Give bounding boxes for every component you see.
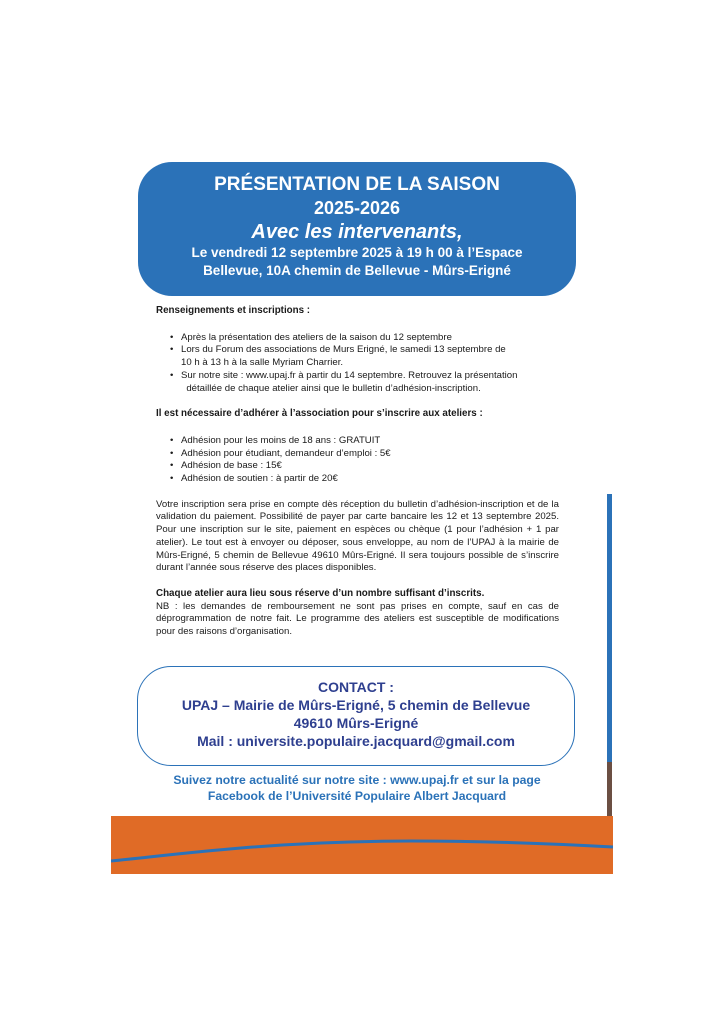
contact-email: Mail : universite.populaire.jacquard@gmail.com — [197, 733, 515, 749]
banner-title: PRÉSENTATION DE LA SAISON — [214, 174, 500, 195]
registration-paragraph: Votre inscription sera prise en compte dès réception du bulletin d’adhésion-inscription et de la validation du paiement. Possibilité de payer par carte bancaire les 12 et 13 septembre 2025. Pour une inscription sur le site, paiement en espèces ou chèque (1 pour l’adhésion + 1 par atelier). Le tout est à envoyer ou déposer, sous enveloppe, au nom de l’UPAJ à la mairie de Mûrs-Erigné, 5 chemin de Bellevue 49610 Mûrs-Erigné. Il sera toujours possible de s’inscrire durant l’année sous réserve des places disponibles. — [156, 498, 559, 574]
decorative-blue-wave — [111, 816, 613, 874]
info-list — [156, 332, 559, 396]
list-item: • Adhésion de base : 15€ — [170, 460, 282, 472]
contact-title: CONTACT : — [318, 679, 394, 695]
decorative-brown-bar — [607, 762, 612, 816]
list-item: • Adhésion de soutien : à partir de 20€ — [170, 473, 338, 485]
list-item: • Lors du Forum des associations de Murs Erigné, le samedi 13 septembre de 10 h à 13 h à la salle Myriam Charrier. — [170, 344, 506, 369]
list-item: • Après la présentation des ateliers de la saison du 12 septembre — [170, 331, 452, 343]
info-heading: Renseignements et inscriptions : — [156, 305, 311, 316]
membership-heading: Il est nécessaire d’adhérer à l’association pour s’inscrire aux ateliers : — [156, 408, 483, 420]
conditions-heading: Chaque atelier aura lieu sous réserve d’un nombre suffisant d’inscrits. — [156, 587, 485, 599]
contact-postcode: 49610 Mûrs-Erigné — [293, 715, 419, 731]
follow-line-website: Suivez notre actualité sur notre site : www.upaj.fr et sur la page — [173, 773, 541, 787]
decorative-blue-bar — [607, 494, 612, 762]
follow-us — [138, 772, 576, 804]
conditions-paragraph: NB : les demandes de remboursement ne sont pas prises en compte, sauf en cas de déprogrammation de notre fait. Le programme des ateliers est susceptible de modifications pour des raisons d’organisation. — [156, 600, 559, 638]
contact-address: UPAJ – Mairie de Mûrs-Erigné, 5 chemin de Bellevue — [181, 697, 531, 713]
banner-season: 2025-2026 — [313, 198, 401, 218]
list-item: • Sur notre site : www.upaj.fr à partir du 14 septembre. Retrouvez la présentation détaillée de chaque atelier ainsi que le bulletin d’adhésion-inscription. — [170, 369, 518, 394]
banner-subtitle: Avec les intervenants, — [251, 221, 463, 243]
follow-line-facebook: Facebook de l’Université Populaire Albert Jacquard — [207, 789, 507, 803]
banner-event-date: Le vendredi 12 septembre 2025 à 19 h 00 à l’Espace — [191, 245, 523, 260]
list-item: • Adhésion pour étudiant, demandeur d’emploi : 5€ — [170, 447, 391, 459]
event-banner — [138, 162, 576, 296]
membership-list — [156, 435, 559, 486]
main-content — [156, 305, 559, 639]
banner-event-location: Bellevue, 10A chemin de Bellevue - Mûrs-Erigné — [203, 263, 511, 278]
contact-box — [137, 666, 575, 766]
list-item: • Adhésion pour les moins de 18 ans : GRATUIT — [170, 434, 381, 446]
